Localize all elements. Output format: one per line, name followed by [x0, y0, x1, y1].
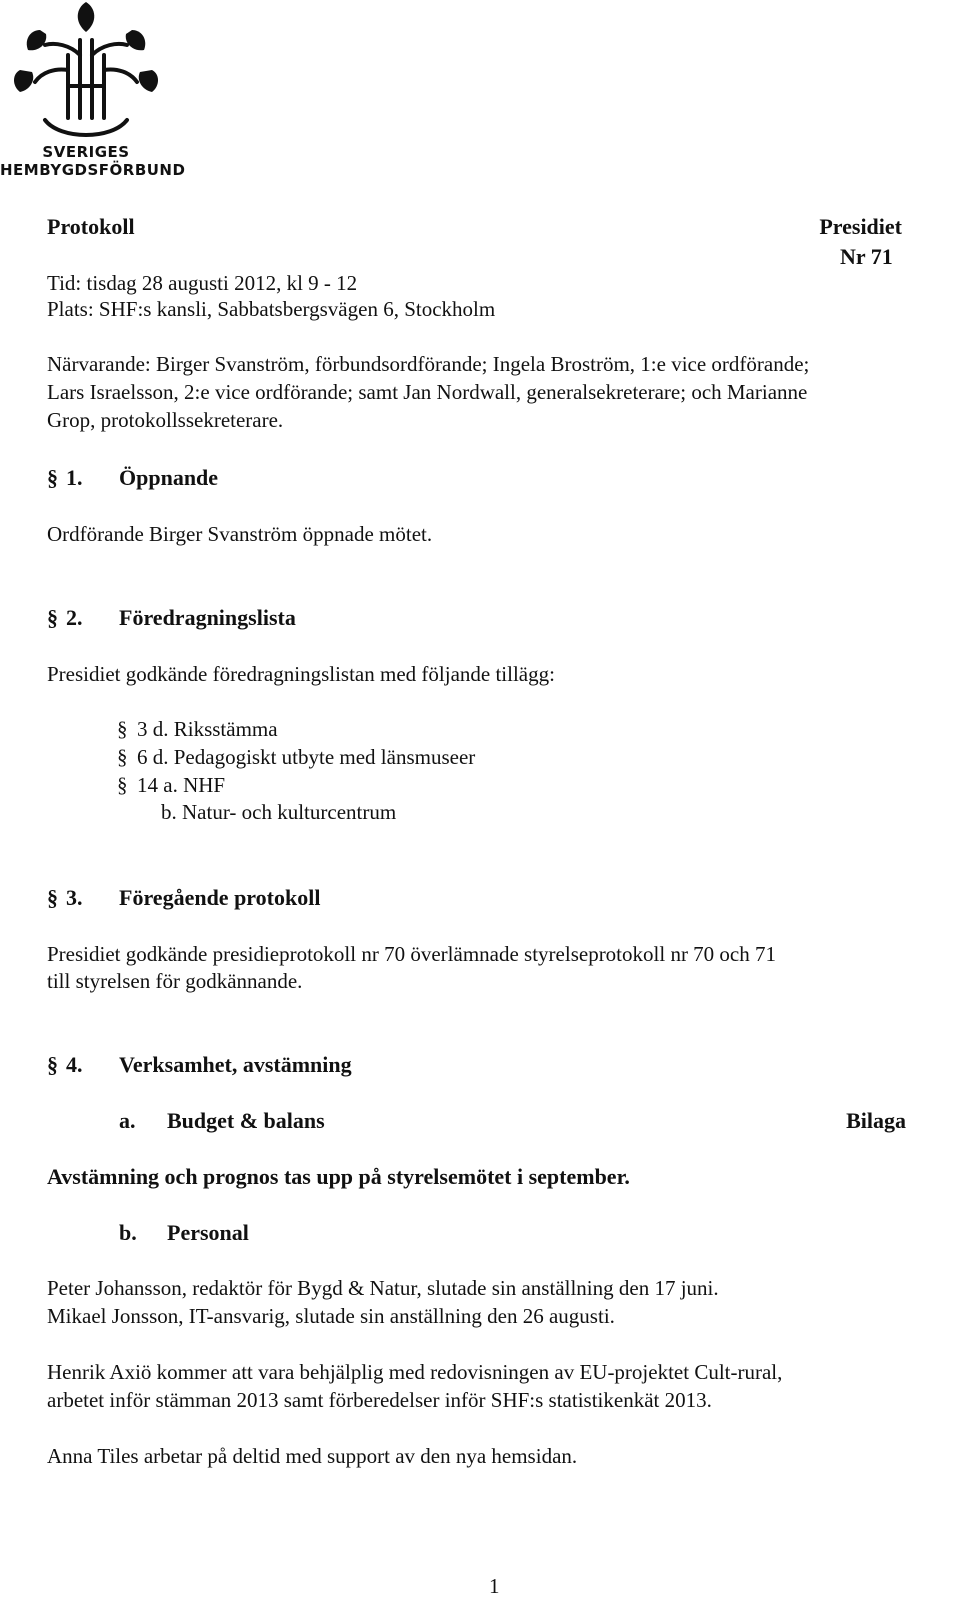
addition-item: 6 d. Pedagogiskt utbyte med länsmuseer — [137, 745, 476, 769]
section-2-title: Föredragningslista — [119, 605, 296, 630]
section-4-number: 4. — [66, 1052, 83, 1077]
section-3-line-2: till styrelsen för godkännande. — [47, 969, 303, 993]
addition-mark: § — [117, 773, 128, 797]
section-3-line-1: Presidiet godkände presidieprotokoll nr 70 överlämnade styrelseprotokoll nr 70 och 71 — [47, 942, 777, 966]
logo-line-1: SVERIGES — [42, 143, 130, 161]
protocol-number: Nr 71 — [840, 244, 893, 269]
meeting-place: Plats: SHF:s kansli, Sabbatsbergsvägen 6, Stockholm — [47, 297, 496, 321]
section-1-text: Ordförande Birger Svanström öppnade mötet. — [47, 522, 433, 546]
section-1-number: 1. — [66, 465, 83, 490]
section-3-mark: § — [47, 885, 58, 910]
logo-line-2: HEMBYGDSFÖRBUND — [0, 161, 186, 179]
page-number: 1 — [489, 1574, 500, 1598]
subsection-a-title: Budget & balans — [167, 1108, 325, 1133]
addition-item: 3 d. Riksstämma — [137, 717, 278, 741]
section-4-title: Verksamhet, avstämning — [119, 1052, 352, 1077]
section-2-number: 2. — [66, 605, 83, 630]
section-1-mark: § — [47, 465, 58, 490]
addition-mark: § — [117, 745, 128, 769]
addition-mark: § — [117, 717, 128, 741]
subsection-b-title: Personal — [167, 1220, 249, 1245]
section-3-number: 3. — [66, 885, 83, 910]
subsection-b-letter: b. — [119, 1220, 137, 1245]
attendees-line-2: Lars Israelsson, 2:e vice ordförande; samt Jan Nordwall, generalsekreterare; och Marianne — [47, 380, 808, 404]
body-name: Presidiet — [819, 214, 902, 239]
section-2-mark: § — [47, 605, 58, 630]
addition-item: b. Natur- och kulturcentrum — [161, 800, 397, 824]
section-1-title: Öppnande — [119, 465, 219, 490]
hembygd-tree-logo-icon — [0, 0, 172, 140]
meeting-time: Tid: tisdag 28 augusti 2012, kl 9 - 12 — [47, 271, 358, 295]
attachment-label: Bilaga — [846, 1108, 906, 1133]
section-4-mark: § — [47, 1052, 58, 1077]
attendees-line-1: Närvarande: Birger Svanström, förbundsordförande; Ingela Broström, 1:e vice ordförande; — [47, 352, 810, 376]
personal-para-1-line-2: Mikael Jonsson, IT-ansvarig, slutade sin anställning den 26 augusti. — [47, 1304, 615, 1328]
organization-logo — [0, 0, 186, 182]
subsection-a-letter: a. — [119, 1108, 136, 1133]
section-3-title: Föregående protokoll — [119, 885, 321, 910]
document-type: Protokoll — [47, 214, 135, 239]
personal-para-3: Anna Tiles arbetar på deltid med support av den nya hemsidan. — [47, 1444, 578, 1468]
personal-para-2-line-2: arbetet inför stämman 2013 samt förberedelser inför SHF:s statistikenkät 2013. — [47, 1388, 712, 1412]
attendees-line-3: Grop, protokollssekreterare. — [47, 408, 284, 432]
subsection-a-text: Avstämning och prognos tas upp på styrelsemötet i september. — [47, 1164, 630, 1189]
personal-para-1-line-1: Peter Johansson, redaktör för Bygd & Natur, slutade sin anställning den 17 juni. — [47, 1276, 719, 1300]
personal-para-2-line-1: Henrik Axiö kommer att vara behjälplig med redovisningen av EU-projektet Cult-rural, — [47, 1360, 783, 1384]
addition-item: 14 a. NHF — [137, 773, 226, 797]
section-2-text: Presidiet godkände föredragningslistan med följande tillägg: — [47, 662, 555, 686]
